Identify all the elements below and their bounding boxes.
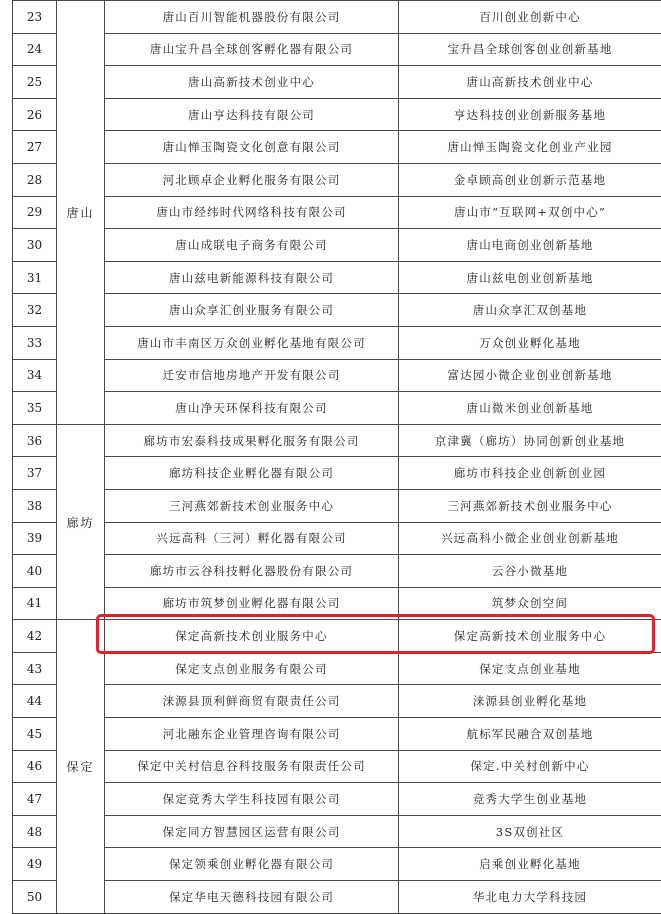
base-name-cell: 启乘创业孵化基地 <box>399 848 661 881</box>
city-cell: 廊坊 <box>57 424 105 620</box>
base-name-cell: 金卓顾高创业创新示范基地 <box>399 163 661 196</box>
row-number: 50 <box>13 881 57 914</box>
table-row <box>13 196 661 229</box>
row-number: 28 <box>13 163 57 196</box>
base-name-cell: 京津冀（廊坊）协同创新创业基地 <box>399 424 661 457</box>
city-cell: 唐山 <box>57 1 105 425</box>
row-number: 49 <box>13 848 57 881</box>
row-number: 37 <box>13 457 57 490</box>
table-row <box>13 685 661 718</box>
organization-cell: 唐山众享汇创业服务有限公司 <box>105 294 399 327</box>
organization-cell: 廊坊市宏泰科技成果孵化服务有限公司 <box>105 424 399 457</box>
base-name-cell: 筑梦众创空间 <box>399 587 661 620</box>
table-row <box>13 392 661 425</box>
organization-cell: 保定华电天德科技园有限公司 <box>105 881 399 914</box>
row-number: 46 <box>13 750 57 783</box>
organization-cell: 唐山百川智能机器股份有限公司 <box>105 1 399 34</box>
incubator-table <box>12 0 661 914</box>
organization-cell: 保定竞秀大学生科技园有限公司 <box>105 783 399 816</box>
row-number: 23 <box>13 1 57 34</box>
table-row <box>13 815 661 848</box>
table-row <box>13 326 661 359</box>
row-number: 48 <box>13 815 57 848</box>
base-name-cell: 保定支点创业基地 <box>399 652 661 685</box>
table-row <box>13 652 661 685</box>
table-row <box>13 522 661 555</box>
base-name-cell: 保定.中关村创新中心 <box>399 750 661 783</box>
row-number: 26 <box>13 98 57 131</box>
organization-cell: 唐山市丰南区万众创业孵化基地有限公司 <box>105 326 399 359</box>
table-row <box>13 359 661 392</box>
organization-cell: 唐山宝升昌全球创客孵化器有限公司 <box>105 33 399 66</box>
table-row <box>13 163 661 196</box>
row-number: 42 <box>13 620 57 653</box>
base-name-cell: 三河燕郊新技术创业服务中心 <box>399 489 661 522</box>
row-number: 39 <box>13 522 57 555</box>
base-name-cell: 廊坊市科技企业创新创业园 <box>399 457 661 490</box>
row-number: 27 <box>13 131 57 164</box>
base-name-cell: 唐山众享汇双创基地 <box>399 294 661 327</box>
base-name-cell: 云谷小微基地 <box>399 555 661 588</box>
row-number: 40 <box>13 555 57 588</box>
table-row <box>13 1 661 34</box>
table-row <box>13 98 661 131</box>
table-row <box>13 555 661 588</box>
row-number: 43 <box>13 652 57 685</box>
base-name-cell: 华北电力大学科技园 <box>399 881 661 914</box>
row-number: 41 <box>13 587 57 620</box>
row-number: 45 <box>13 718 57 751</box>
row-number: 47 <box>13 783 57 816</box>
organization-cell: 廊坊市筑梦创业孵化器有限公司 <box>105 587 399 620</box>
base-name-cell: 百川创业创新中心 <box>399 1 661 34</box>
table-row <box>13 294 661 327</box>
base-name-cell: 3S双创社区 <box>399 815 661 848</box>
organization-cell: 河北顾卓企业孵化服务有限公司 <box>105 163 399 196</box>
base-name-cell: 唐山市“互联网+双创中心” <box>399 196 661 229</box>
organization-cell: 唐山兹电新能源科技有限公司 <box>105 261 399 294</box>
base-name-cell: 涞源县创业孵化基地 <box>399 685 661 718</box>
base-name-cell: 唐山高新技术创业中心 <box>399 66 661 99</box>
table-row <box>13 587 661 620</box>
organization-cell: 保定中关村信息谷科技服务有限责任公司 <box>105 750 399 783</box>
table-row <box>13 131 661 164</box>
table-row <box>13 66 661 99</box>
organization-cell: 迁安市信地房地产开发有限公司 <box>105 359 399 392</box>
organization-cell: 唐山高新技术创业中心 <box>105 66 399 99</box>
base-name-cell: 亨达科技创业创新服务基地 <box>399 98 661 131</box>
table-row <box>13 620 661 653</box>
table-row <box>13 848 661 881</box>
row-number: 32 <box>13 294 57 327</box>
base-name-cell: 唐山惮玉陶瓷文化创业产业园 <box>399 131 661 164</box>
base-name-cell: 唐山微米创业创新基地 <box>399 392 661 425</box>
row-number: 38 <box>13 489 57 522</box>
row-number: 34 <box>13 359 57 392</box>
organization-cell: 保定高新技术创业服务中心 <box>105 620 399 653</box>
organization-cell: 廊坊科技企业孵化器有限公司 <box>105 457 399 490</box>
table-row <box>13 718 661 751</box>
base-name-cell: 保定高新技术创业服务中心 <box>399 620 661 653</box>
base-name-cell: 唐山兹电创业创新基地 <box>399 261 661 294</box>
organization-cell: 兴远高科（三河）孵化器有限公司 <box>105 522 399 555</box>
organization-cell: 唐山市经纬时代网络科技有限公司 <box>105 196 399 229</box>
organization-cell: 保定同方智慧园区运营有限公司 <box>105 815 399 848</box>
row-number: 29 <box>13 196 57 229</box>
organization-cell: 保定领乘创业孵化器有限公司 <box>105 848 399 881</box>
organization-cell: 河北融东企业管理咨询有限公司 <box>105 718 399 751</box>
organization-cell: 唐山亨达科技有限公司 <box>105 98 399 131</box>
base-name-cell: 航标军民融合双创基地 <box>399 718 661 751</box>
row-number: 31 <box>13 261 57 294</box>
base-name-cell: 宝升昌全球创客创业创新基地 <box>399 33 661 66</box>
row-number: 30 <box>13 229 57 262</box>
table-row <box>13 457 661 490</box>
table-row <box>13 783 661 816</box>
organization-cell: 保定支点创业服务有限公司 <box>105 652 399 685</box>
row-number: 44 <box>13 685 57 718</box>
base-name-cell: 万众创业孵化基地 <box>399 326 661 359</box>
base-name-cell: 富达园小微企业创业创新基地 <box>399 359 661 392</box>
table-row <box>13 261 661 294</box>
organization-cell: 涞源县顶利鲜商贸有限责任公司 <box>105 685 399 718</box>
base-name-cell: 唐山电商创业创新基地 <box>399 229 661 262</box>
organization-cell: 唐山净天环保科技有限公司 <box>105 392 399 425</box>
city-cell: 保定 <box>57 620 105 913</box>
row-number: 24 <box>13 33 57 66</box>
table-row <box>13 881 661 914</box>
table-body <box>13 1 661 914</box>
base-name-cell: 兴远高科小微企业创业创新基地 <box>399 522 661 555</box>
table-row <box>13 424 661 457</box>
row-number: 36 <box>13 424 57 457</box>
organization-cell: 唐山惮玉陶瓷文化创意有限公司 <box>105 131 399 164</box>
row-number: 25 <box>13 66 57 99</box>
row-number: 35 <box>13 392 57 425</box>
table-row <box>13 489 661 522</box>
organization-cell: 三河燕郊新技术创业服务中心 <box>105 489 399 522</box>
organization-cell: 廊坊市云谷科技孵化器股份有限公司 <box>105 555 399 588</box>
organization-cell: 唐山成联电子商务有限公司 <box>105 229 399 262</box>
table-row <box>13 33 661 66</box>
base-name-cell: 竞秀大学生创业基地 <box>399 783 661 816</box>
row-number: 33 <box>13 326 57 359</box>
table-row <box>13 229 661 262</box>
table-row <box>13 750 661 783</box>
